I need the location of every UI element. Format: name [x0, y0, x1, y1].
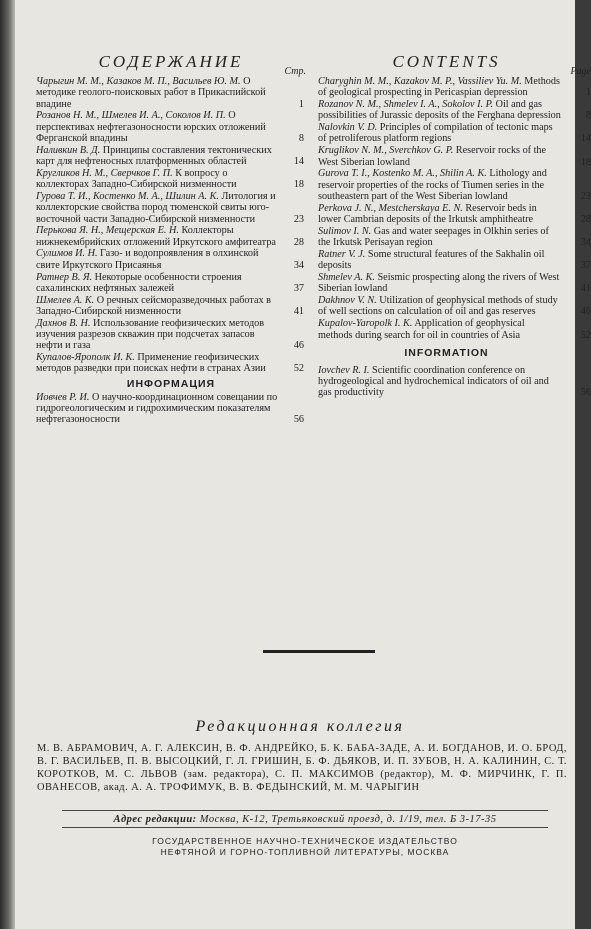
- contents-list-en: [318, 76, 591, 341]
- toc-entry: [318, 225, 591, 249]
- toc-entry-authors: Перькова Я. Н., Мещерская Е. Н.: [36, 225, 179, 237]
- toc-entry-page: 41: [293, 305, 304, 317]
- toc-entry: [318, 295, 591, 318]
- toc-entry-page: 28: [293, 236, 304, 248]
- contents-heading-ru: [36, 52, 306, 76]
- publisher-line-1: ГОСУДАРСТВЕННОЕ НАУЧНО-ТЕХНИЧЕСКОЕ ИЗДАТЕЛЬСТВО: [152, 836, 458, 846]
- contents-heading-en: [318, 52, 591, 77]
- toc-entry-page: 23: [580, 190, 591, 202]
- toc-entry: [36, 145, 306, 168]
- toc-entry-title: Коллекторы нижнекембрийских отложений Иркутского амфитеатра: [36, 225, 276, 248]
- toc-entry-authors: Perkova J. N., Mestcherskaya E. N.: [318, 202, 463, 214]
- toc-entry-authors: Ратнер В. Я.: [36, 271, 93, 283]
- toc-entry-authors: Розанов Н. М., Шмелев И. А., Соколов И. П.: [36, 110, 226, 122]
- publisher-imprint: [62, 836, 548, 858]
- toc-entry-authors: Дахнов В. Н.: [36, 317, 91, 329]
- address-text: Москва, К-12, Третьяковский проезд, д. 1/19, тел. Б 3-17-35: [199, 814, 497, 825]
- toc-entry: [36, 392, 306, 426]
- toc-entry-authors: Гурова Т. И., Костенко М. А., Шилин А. К.: [36, 190, 219, 202]
- toc-entry-title: Scientific coordination conference on hydrogeological and hydrochemical indicators of oil and gas productivity: [318, 364, 549, 399]
- editorial-board-members: М. В. АБРАМОВИЧ, А. Г. АЛЕКСИН, В. Ф. АНДРЕЙКО, Б. К. БАБА-ЗАДЕ, А. И. БОГДАНОВ, И. О. БРОД, В. Г. ВАСИЛЬЕВ, П. В. ВЫСОЦКИЙ, Г. Л. ГРИШИН, Б. Ф. ДЬЯКОВ, И. П. ЗУБОВ, Н. А. КАЛИНИН, С. Т. КОРОТКОВ, М. С. ЛЬВОВ (зам. редактора), С. П. МАКСИМОВ (редактор), М. Ф. МИРЧИНК, Г. П. ОВАНЕСОВ, акад. А. А. ТРОФИМУК, В. В. ФЕДЫНСКИЙ, М. М. ЧАРЫГИН: [37, 743, 567, 793]
- toc-entry: [36, 295, 306, 318]
- toc-entry-page: 18: [293, 179, 304, 191]
- toc-entry-page: 46: [580, 306, 591, 318]
- address-label: Адрес редакции:: [113, 814, 197, 825]
- toc-entry-title: Некоторые особенности строения сахалинских нефтяных залежей: [36, 271, 242, 294]
- toc-entry-title: Использование геофизических методов изучения разрезов скважин при подсчетах запасов нефти и газа: [36, 317, 265, 352]
- toc-entry: [318, 122, 591, 145]
- toc-entry: [36, 225, 306, 248]
- toc-entry: [36, 248, 306, 271]
- toc-entry: [36, 76, 306, 110]
- toc-entry-page: 34: [580, 237, 591, 249]
- toc-entry-page: 1: [298, 98, 304, 110]
- contents-title-ru: СОДЕРЖАНИЕ: [98, 52, 244, 71]
- toc-entry-authors: Купалов-Ярополк И. К.: [36, 352, 135, 364]
- toc-entry: [318, 168, 591, 202]
- toc-entry-page: 18: [580, 156, 591, 168]
- toc-entry: [318, 318, 591, 341]
- journal-page: [15, 0, 591, 929]
- editorial-board: [15, 718, 575, 794]
- toc-entry-title: Oil and gas possibilities of Jurassic deposits of the Ferghana depression: [318, 99, 561, 122]
- toc-entry-page: 1: [585, 87, 591, 99]
- toc-entry-title: Methods of geological prospecting in Pericaspian depression: [318, 76, 560, 99]
- toc-entry-authors: Шмелев А. К.: [36, 294, 95, 306]
- toc-entry-title: Reservoir beds in lower Cambrian deposits of the Irkutsk amphitheatre: [318, 202, 537, 226]
- toc-entry-page: 23: [293, 213, 304, 225]
- toc-entry-title: Seismic prospecting along the rivers of West Siberian lowland: [318, 272, 560, 295]
- toc-entry-title: Gas and water seepages in Olkhin series of the Irkutsk Perisayan region: [318, 225, 549, 249]
- toc-entry-title: О речных сейсморазведочных работах в Западно-Сибирской низменности: [36, 294, 271, 317]
- contents-title-en: CONTENTS: [392, 52, 501, 71]
- toc-entry-title: Применение геофизических методов разведки при поисках нефти в странах Азии: [36, 352, 266, 375]
- toc-entry: [318, 202, 591, 226]
- editorial-address: [62, 810, 548, 828]
- toc-entry-authors: Ratner V. J.: [318, 248, 366, 260]
- contents-english: [318, 52, 591, 399]
- page-column-label-en: Page: [570, 66, 591, 77]
- toc-entry-title: Принципы составления тектонических карт для нефтеносных платформенных областей: [36, 144, 272, 168]
- info-list-ru: [36, 392, 306, 426]
- toc-entry-authors: Кругликов Н. М., Сверчков Г. П.: [36, 167, 173, 179]
- toc-entry-page: 34: [293, 259, 304, 271]
- info-heading-en: INFORMATION: [404, 346, 489, 359]
- toc-entry-page: 56: [580, 387, 591, 399]
- publisher-line-2: НЕФТЯНОЙ И ГОРНО-ТОПЛИВНОЙ ЛИТЕРАТУРЫ, МОСКВА: [160, 847, 450, 857]
- toc-entry-title: К вопросу о коллекторах Западно-Сибирской низменности: [36, 167, 237, 191]
- toc-entry: [318, 76, 591, 99]
- toc-entry-authors: Kruglikov N. M., Sverchkov G. P.: [318, 145, 454, 157]
- toc-entry-authors: Наливкин В. Д.: [36, 144, 101, 156]
- toc-entry: [318, 99, 591, 122]
- toc-entry-title: Principles of compilation of tectonic maps of petroliferous platform regions: [318, 122, 553, 145]
- toc-entry-page: 14: [293, 156, 304, 168]
- toc-entry: [318, 248, 591, 272]
- toc-entry-authors: Iovchev R. I.: [318, 364, 370, 376]
- info-list-en: [318, 364, 591, 399]
- toc-entry-authors: Charyghin M. M., Kazakov M. P., Vassiliev Yu. M.: [318, 76, 522, 87]
- toc-entry: [318, 145, 591, 168]
- toc-entry-title: Газо- и водопроявления в олхинской свите Иркутского Присаянья: [36, 248, 259, 271]
- toc-entry-authors: Kupalov-Yaropolk I. K.: [318, 318, 413, 330]
- toc-entry-page: 52: [293, 363, 304, 375]
- toc-entry-title: Литология и коллекторские свойства пород тюменской свиты юго-восточной части Западно-Сибирской низменности: [36, 190, 276, 225]
- toc-entry-page: 14: [580, 133, 591, 145]
- toc-entry: [318, 364, 591, 399]
- contents-list-ru: [36, 76, 306, 375]
- page-column-label-ru: Стр.: [284, 66, 306, 77]
- toc-entry-authors: Gurova T. I., Kostenko M. A., Shilin A. K.: [318, 168, 487, 180]
- toc-entry-page: 46: [293, 340, 304, 352]
- toc-entry-title: Reservoir rocks of the West Siberian lowland: [318, 145, 547, 168]
- toc-entry-authors: Сулимов И. Н.: [36, 248, 98, 260]
- toc-entry: [318, 272, 591, 295]
- toc-entry-page: 8: [298, 132, 304, 144]
- toc-entry-title: Lithology and reservoir properties of the rocks of Tiumen series in the southeastern part of the West Siberian lowland: [318, 168, 547, 202]
- toc-entry-title: Utilization of geophysical methods of study of well sections on calculation of oil and gas reserves: [318, 295, 558, 318]
- toc-entry-page: 37: [580, 260, 591, 272]
- toc-entry-page: 41: [580, 283, 591, 295]
- toc-entry-page: 37: [293, 282, 304, 294]
- editorial-board-title: Редакционная коллегия: [195, 718, 405, 735]
- toc-entry-authors: Чарыгин М. М., Казаков М. П., Васильев Ю. М.: [36, 76, 241, 87]
- toc-entry-title: Some structural features of the Sakhalin oil deposits: [318, 248, 545, 272]
- toc-entry-title: О научно-координационном совещании по гидрогеологическим и гидрохимическим показателям нефтегазоносности: [36, 391, 278, 426]
- toc-entry: [36, 272, 306, 295]
- contents-russian: [36, 52, 306, 426]
- toc-entry: [36, 168, 306, 191]
- toc-entry: [36, 191, 306, 225]
- toc-entry-authors: Nalovkin V. D.: [318, 122, 378, 134]
- toc-entry-page: 28: [580, 214, 591, 226]
- toc-entry-title: Application of geophysical methods during search for oil in countries of Asia: [318, 318, 525, 341]
- toc-entry-page: 52: [580, 329, 591, 341]
- toc-entry-authors: Sulimov I. N.: [318, 225, 372, 237]
- toc-entry: [36, 352, 306, 375]
- toc-entry: [36, 110, 306, 144]
- page-binding-edge: [0, 0, 15, 929]
- toc-entry-title: О методике геолого-поисковых работ в Прикаспийской впадине: [36, 76, 266, 110]
- info-heading-ru: ИНФОРМАЦИЯ: [126, 377, 216, 390]
- toc-entry: [36, 318, 306, 352]
- toc-entry-authors: Rozanov N. M., Shmelev I. A., Sokolov I. P.: [318, 99, 494, 111]
- toc-entry-authors: Иовчев Р. И.: [36, 391, 90, 403]
- toc-entry-authors: Dakhnov V. N.: [318, 295, 377, 307]
- toc-entry-title: О перспективах нефтегазоносности юрских отложений Ферганской впадины: [36, 110, 266, 144]
- section-divider: [263, 650, 375, 653]
- toc-entry-page: 8: [585, 110, 591, 122]
- toc-entry-authors: Shmelev A. K.: [318, 272, 375, 284]
- toc-entry-page: 56: [293, 414, 304, 426]
